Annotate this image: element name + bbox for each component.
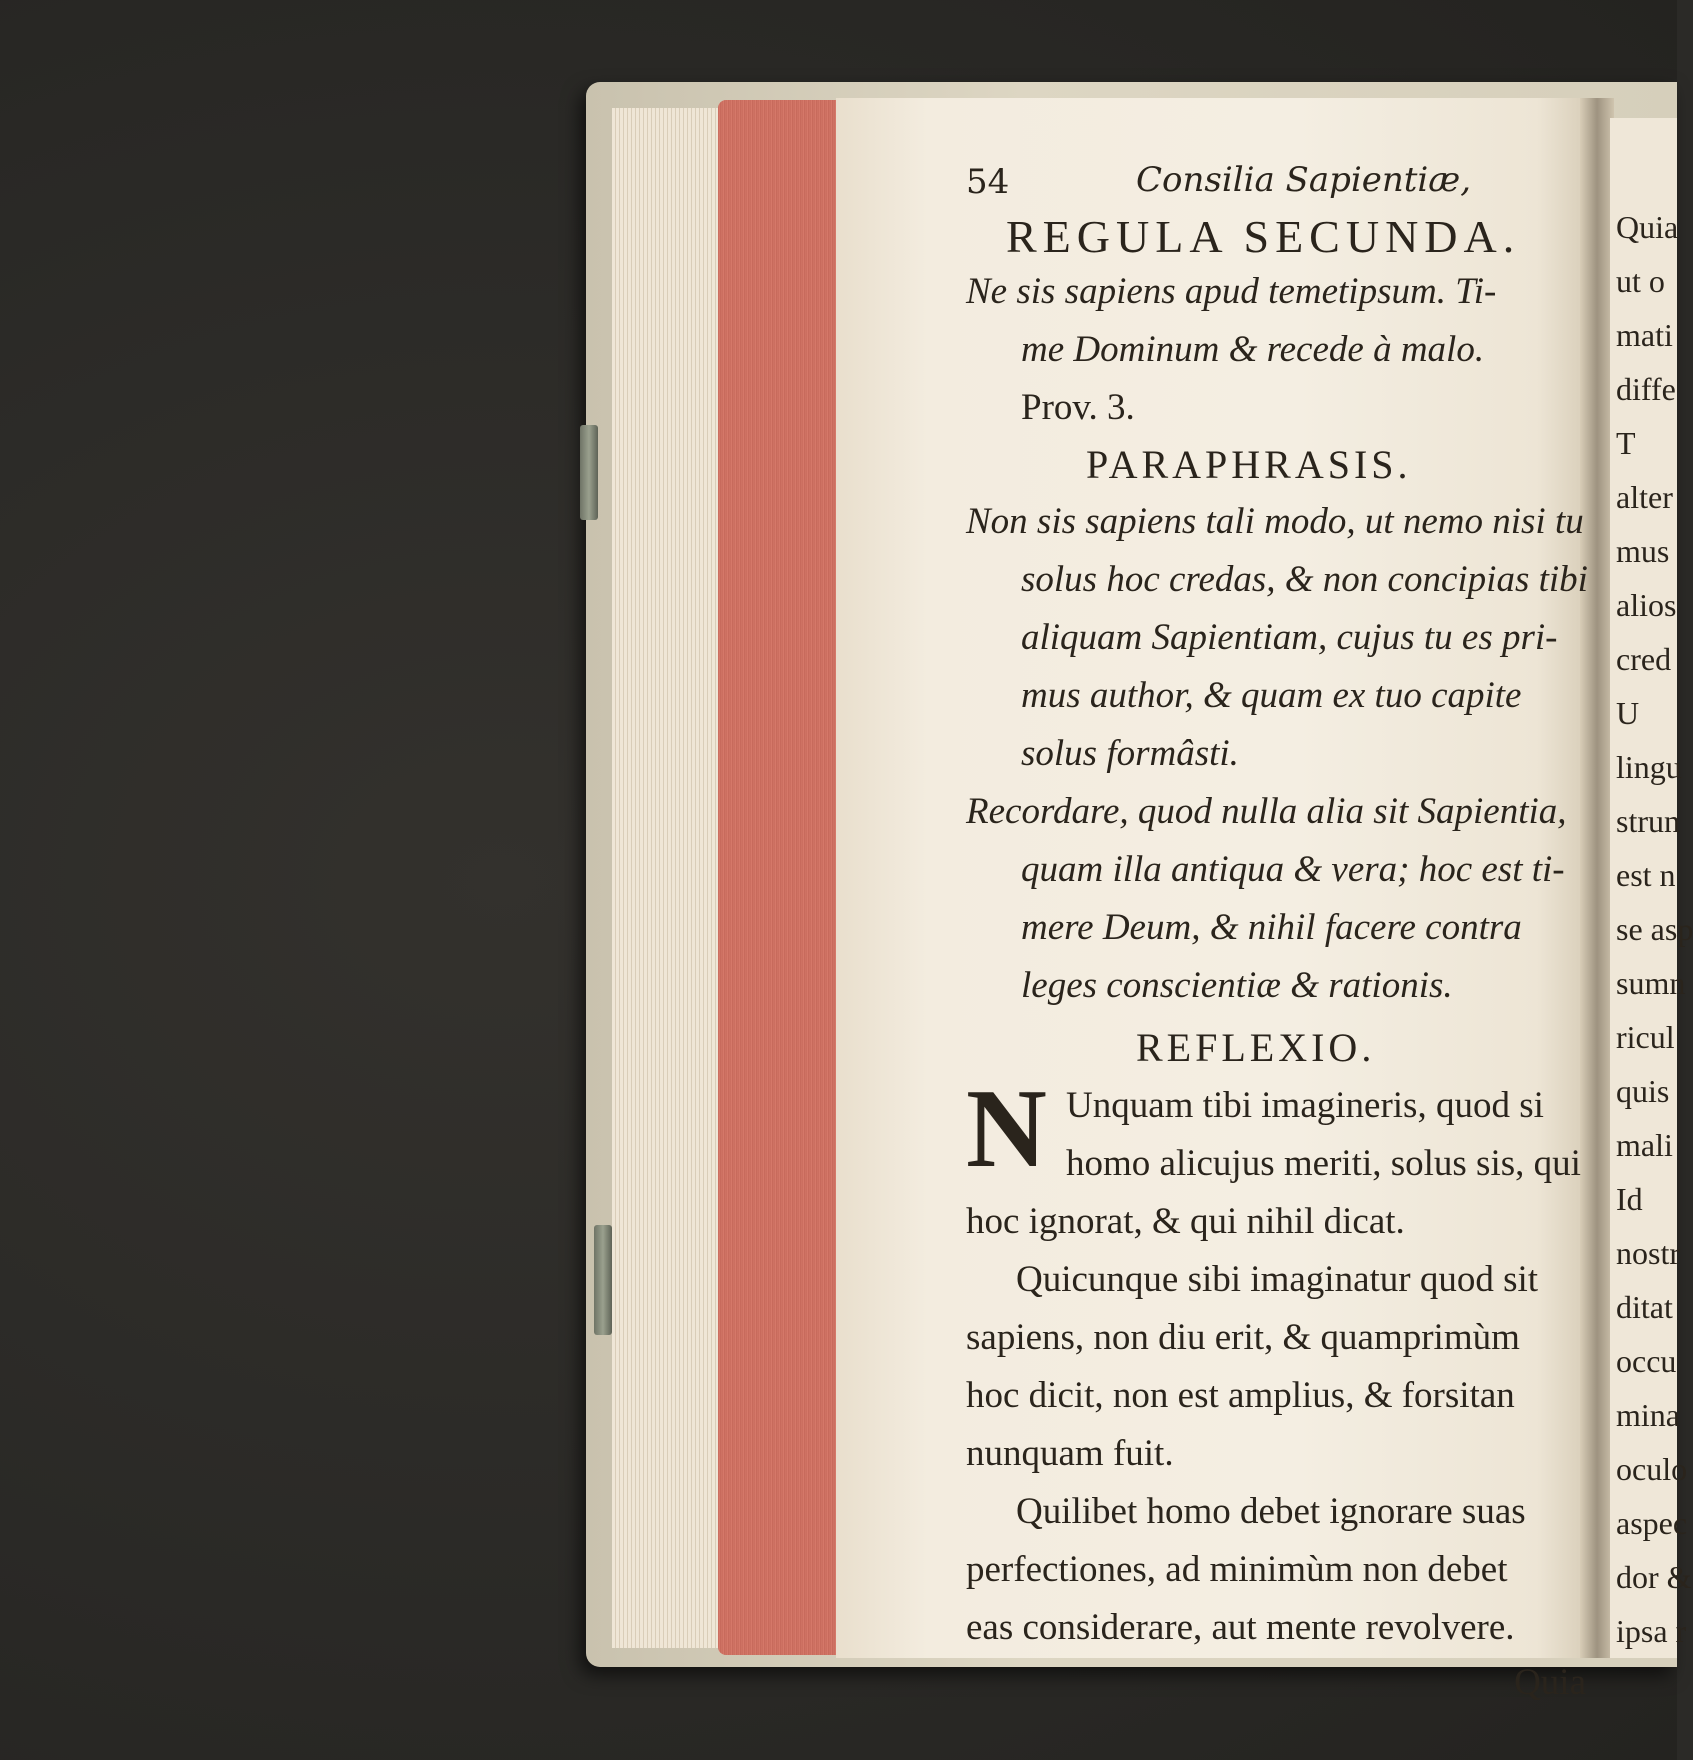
facing-page-line: mina xyxy=(1616,1397,1680,1433)
facing-page-line: occu xyxy=(1616,1343,1677,1379)
recordare-line: quam illa antiqua & vera; hoc est ti- xyxy=(1021,849,1565,890)
scripture-line: me Dominum & recede à malo. xyxy=(1021,329,1485,370)
paraphrasis-line: mus author, & quam ex tuo capite xyxy=(1021,675,1522,716)
facing-page-line: ditat xyxy=(1616,1289,1673,1325)
drop-cap-letter: N xyxy=(966,1067,1047,1191)
facing-page-line: se asp xyxy=(1616,911,1693,947)
facing-page-line: alios xyxy=(1616,587,1677,623)
recordare-line: Recordare, quod nulla alia sit Sapientia, xyxy=(966,791,1567,832)
scripture-reference: Prov. 3. xyxy=(1021,387,1135,428)
facing-page-line: quis xyxy=(1616,1073,1670,1109)
reflexio-line: Unquam tibi imagineris, quod si xyxy=(1066,1085,1544,1126)
facing-page-line: oculo xyxy=(1616,1451,1688,1487)
facing-page-line: alter xyxy=(1616,479,1673,515)
facing-page-line: nostr xyxy=(1616,1235,1680,1271)
body-line: sapiens, non diu erit, & quamprimùm xyxy=(966,1317,1520,1358)
facing-page-line: T xyxy=(1616,425,1636,461)
paraphrasis-line: Non sis sapiens tali modo, ut nemo nisi tu xyxy=(966,501,1584,542)
recordare-line: mere Deum, & nihil facere contra xyxy=(1021,907,1522,948)
facing-page-line: aspec xyxy=(1616,1505,1688,1541)
facing-page-line: strun xyxy=(1616,803,1680,839)
facing-page-line: est n xyxy=(1616,857,1676,893)
running-title: Consilia Sapientiæ, xyxy=(1136,160,1472,200)
body-line: eas considerare, aut mente revolvere. xyxy=(966,1607,1515,1648)
facing-page-line: mati xyxy=(1616,317,1673,353)
body-line: Quilibet homo debet ignorare suas xyxy=(1016,1491,1526,1532)
facing-page-line: ricul xyxy=(1616,1019,1675,1055)
facing-page-line: diffe xyxy=(1616,371,1676,407)
facing-page-line: mus xyxy=(1616,533,1670,569)
facing-page-line: sumn xyxy=(1616,965,1686,1001)
facing-page-text xyxy=(1616,200,1693,1658)
reflexio-opening xyxy=(966,1067,1586,1193)
facing-page-line: Quia xyxy=(1616,209,1679,245)
facing-page-line: ut o xyxy=(1616,263,1665,299)
paraphrasis-line: solus formâsti. xyxy=(1021,733,1239,774)
red-page-edges xyxy=(718,100,838,1655)
page-stack-edge xyxy=(612,108,722,1648)
running-head xyxy=(966,150,1586,208)
facing-page-line: ipsa r xyxy=(1616,1613,1687,1649)
facing-page-line: dor & xyxy=(1616,1559,1692,1595)
facing-page-line: Id xyxy=(1616,1181,1643,1217)
facing-page-line: lingu xyxy=(1616,749,1682,785)
page-number: 54 xyxy=(966,162,1010,202)
facing-page-line: cred xyxy=(1616,641,1672,677)
facing-page-line: U xyxy=(1616,695,1640,731)
facing-page-line: mali xyxy=(1616,1127,1673,1163)
paraphrasis-heading: PARAPHRASIS. xyxy=(1086,442,1412,487)
body-line: Quicunque sibi imaginatur quod sit xyxy=(1016,1259,1539,1300)
rule-heading: REGULA SECUNDA. xyxy=(1006,211,1521,262)
reflexio-line: homo alicujus meriti, solus sis, qui xyxy=(1066,1143,1581,1184)
body-line: perfectiones, ad minimùm non debet xyxy=(966,1549,1508,1590)
lower-clasp xyxy=(594,1225,612,1335)
paraphrasis-line: aliquam Sapientiam, cujus tu es pri- xyxy=(1021,617,1558,658)
paraphrasis-line: solus hoc credas, & non concipias tibi xyxy=(1021,559,1588,600)
body-line: hoc dicit, non est amplius, & forsitan xyxy=(966,1375,1515,1416)
catchword: Quia xyxy=(1514,1662,1586,1703)
recordare-line: leges conscientiæ & rationis. xyxy=(1021,965,1453,1006)
reflexio-line: hoc ignorat, & qui nihil dicat. xyxy=(966,1201,1405,1242)
scripture-line: Ne sis sapiens apud temetipsum. Ti- xyxy=(966,271,1497,312)
reflexio-heading: REFLEXIO. xyxy=(1136,1025,1376,1070)
body-line: nunquam fuit. xyxy=(966,1433,1174,1474)
page-text-block xyxy=(966,150,1586,1709)
upper-clasp xyxy=(580,425,598,520)
